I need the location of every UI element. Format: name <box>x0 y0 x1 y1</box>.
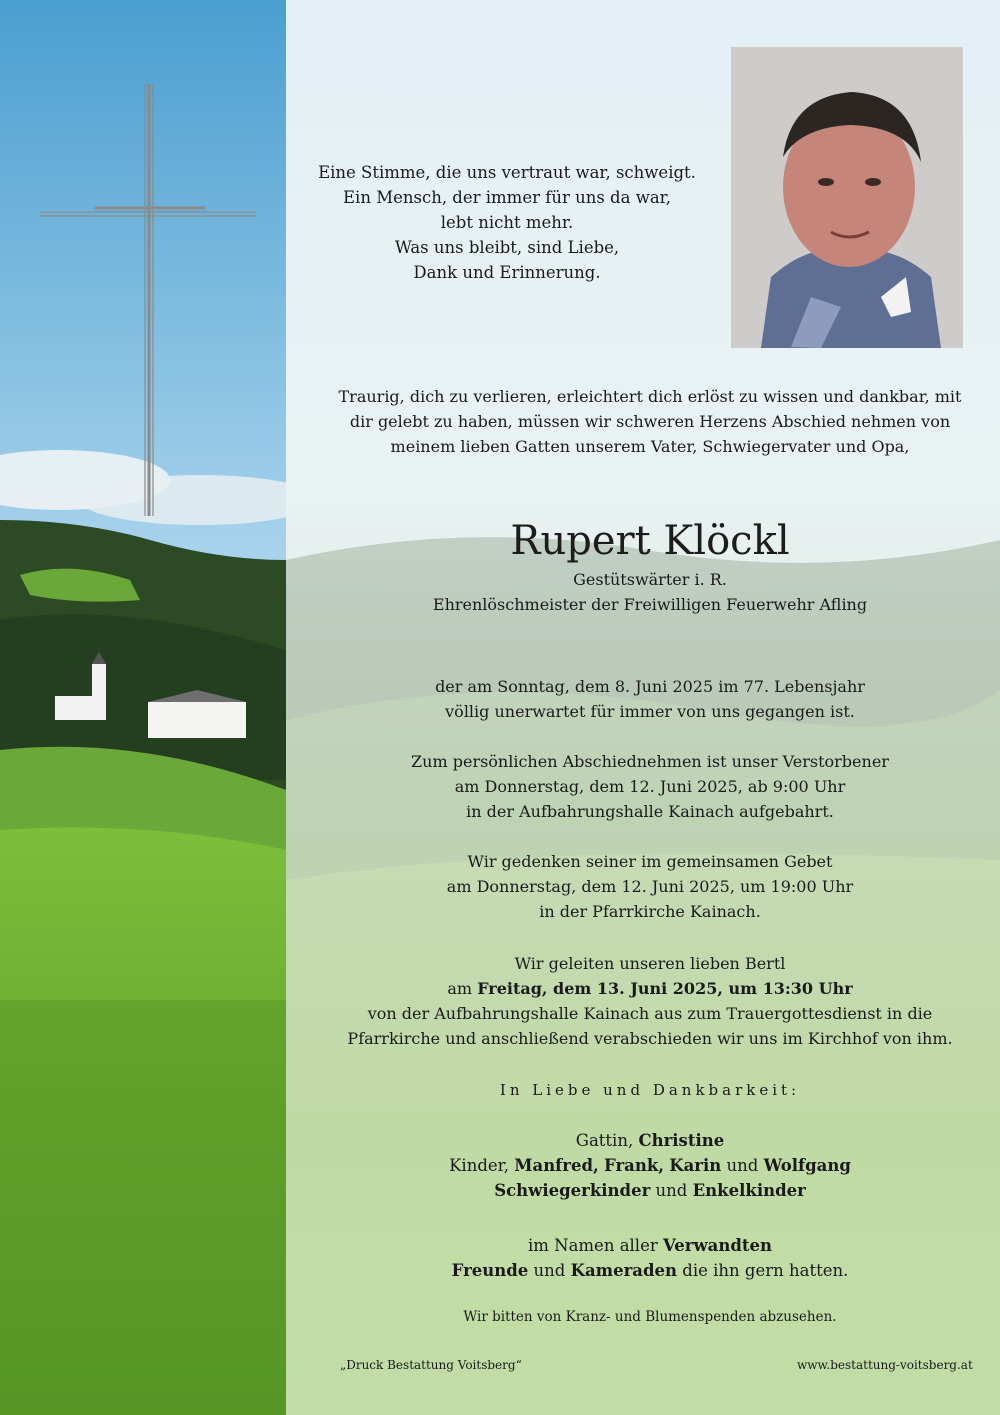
cross-icon <box>40 84 256 516</box>
death-block <box>300 674 1000 724</box>
child-name: Karin <box>669 1156 722 1175</box>
intro-line: meinem lieben Gatten unserem Vater, Schwiegervater und Opa, <box>390 437 910 456</box>
children-label: Kinder, <box>449 1156 509 1175</box>
inlaws: Schwiegerkinder <box>494 1181 651 1200</box>
funeral-date-line <box>300 976 1000 1001</box>
mourner-inlaws <box>300 1178 1000 1203</box>
mourner-friends <box>300 1258 1000 1283</box>
child-name: Frank, <box>604 1156 664 1175</box>
quote-line: Was uns bleibt, sind Liebe, <box>394 238 620 257</box>
donation-request: Wir bitten von Kranz- und Blumenspenden abzusehen. <box>463 1309 837 1325</box>
death-line: völlig unerwartet für immer von uns gegangen ist. <box>445 702 855 721</box>
funeral-line: Wir geleiten unseren lieben Bertl <box>514 954 786 973</box>
conjunction: und <box>533 1261 566 1280</box>
mourner-children <box>300 1153 1000 1178</box>
quote-line: Dank und Erinnerung. <box>413 263 601 282</box>
funeral-date-prefix: am <box>447 979 473 998</box>
relatives: Verwandten <box>663 1236 773 1255</box>
relatives-prefix: im Namen aller <box>527 1236 658 1255</box>
deceased-titles <box>300 567 1000 617</box>
intro-line: dir gelebt zu haben, müssen wir schweren Herzens Abschied nehmen von <box>349 412 951 431</box>
quote-line: lebt nicht mehr. <box>440 213 574 232</box>
quote-line: Ein Mensch, der immer für uns da war, <box>343 188 671 207</box>
website[interactable]: www.bestattung-voitsberg.at <box>797 1358 973 1372</box>
grandchildren: Enkelkinder <box>692 1181 806 1200</box>
portrait-photo <box>731 47 963 348</box>
comrades: Kameraden <box>570 1261 678 1280</box>
mourner-relatives <box>300 1233 1000 1258</box>
wife-name: Christine <box>638 1131 725 1150</box>
intro-line: Traurig, dich zu verlieren, erleichtert dich erlöst zu wissen und dankbar, mit <box>338 387 962 406</box>
quote-block <box>300 160 714 285</box>
child-name: Wolfgang <box>763 1156 851 1175</box>
intro-block <box>300 384 1000 459</box>
funeral-line: von der Aufbahrungshalle Kainach aus zum Trauergottesdienst in die <box>367 1004 933 1023</box>
deceased-title: Ehrenlöschmeister der Freiwilligen Feuerwehr Afling <box>432 595 868 614</box>
mourners-family <box>300 1128 1000 1203</box>
deceased-name: Rupert Klöckl <box>510 518 790 564</box>
prayer-block <box>300 849 1000 924</box>
quote-line: Eine Stimme, die uns vertraut war, schweigt. <box>318 163 696 182</box>
printer-credit: „Druck Bestattung Voitsberg“ <box>340 1358 522 1372</box>
deceased-title: Gestütswärter i. R. <box>573 570 727 589</box>
prayer-line: Wir gedenken seiner im gemeinsamen Gebet <box>467 852 833 871</box>
mourner-wife <box>300 1128 1000 1153</box>
conjunction: und <box>726 1156 759 1175</box>
viewing-block <box>300 749 1000 824</box>
death-line: der am Sonntag, dem 8. Juni 2025 im 77. Lebensjahr <box>435 677 865 696</box>
friends: Freunde <box>451 1261 529 1280</box>
conjunction: und <box>655 1181 688 1200</box>
prayer-line: in der Pfarrkirche Kainach. <box>539 902 761 921</box>
funeral-line: Pfarrkirche und anschließend verabschieden wir uns im Kirchhof von ihm. <box>347 1029 953 1048</box>
prayer-line: am Donnerstag, dem 12. Juni 2025, um 19:00 Uhr <box>446 877 854 896</box>
funeral-date: Freitag, dem 13. Juni 2025, um 13:30 Uhr <box>477 979 853 998</box>
wife-label: Gattin, <box>575 1131 634 1150</box>
mourners-heading: In Liebe und Dankbarkeit: <box>499 1081 801 1099</box>
child-name: Manfred, <box>514 1156 599 1175</box>
viewing-line: in der Aufbahrungshalle Kainach aufgebahrt. <box>466 802 834 821</box>
viewing-line: am Donnerstag, dem 12. Juni 2025, ab 9:00 Uhr <box>454 777 846 796</box>
funeral-block <box>300 951 1000 1051</box>
viewing-line: Zum persönlichen Abschiednehmen ist unser Verstorbener <box>411 752 889 771</box>
mourners-others <box>300 1233 1000 1283</box>
friends-suffix: die ihn gern hatten. <box>682 1261 849 1280</box>
